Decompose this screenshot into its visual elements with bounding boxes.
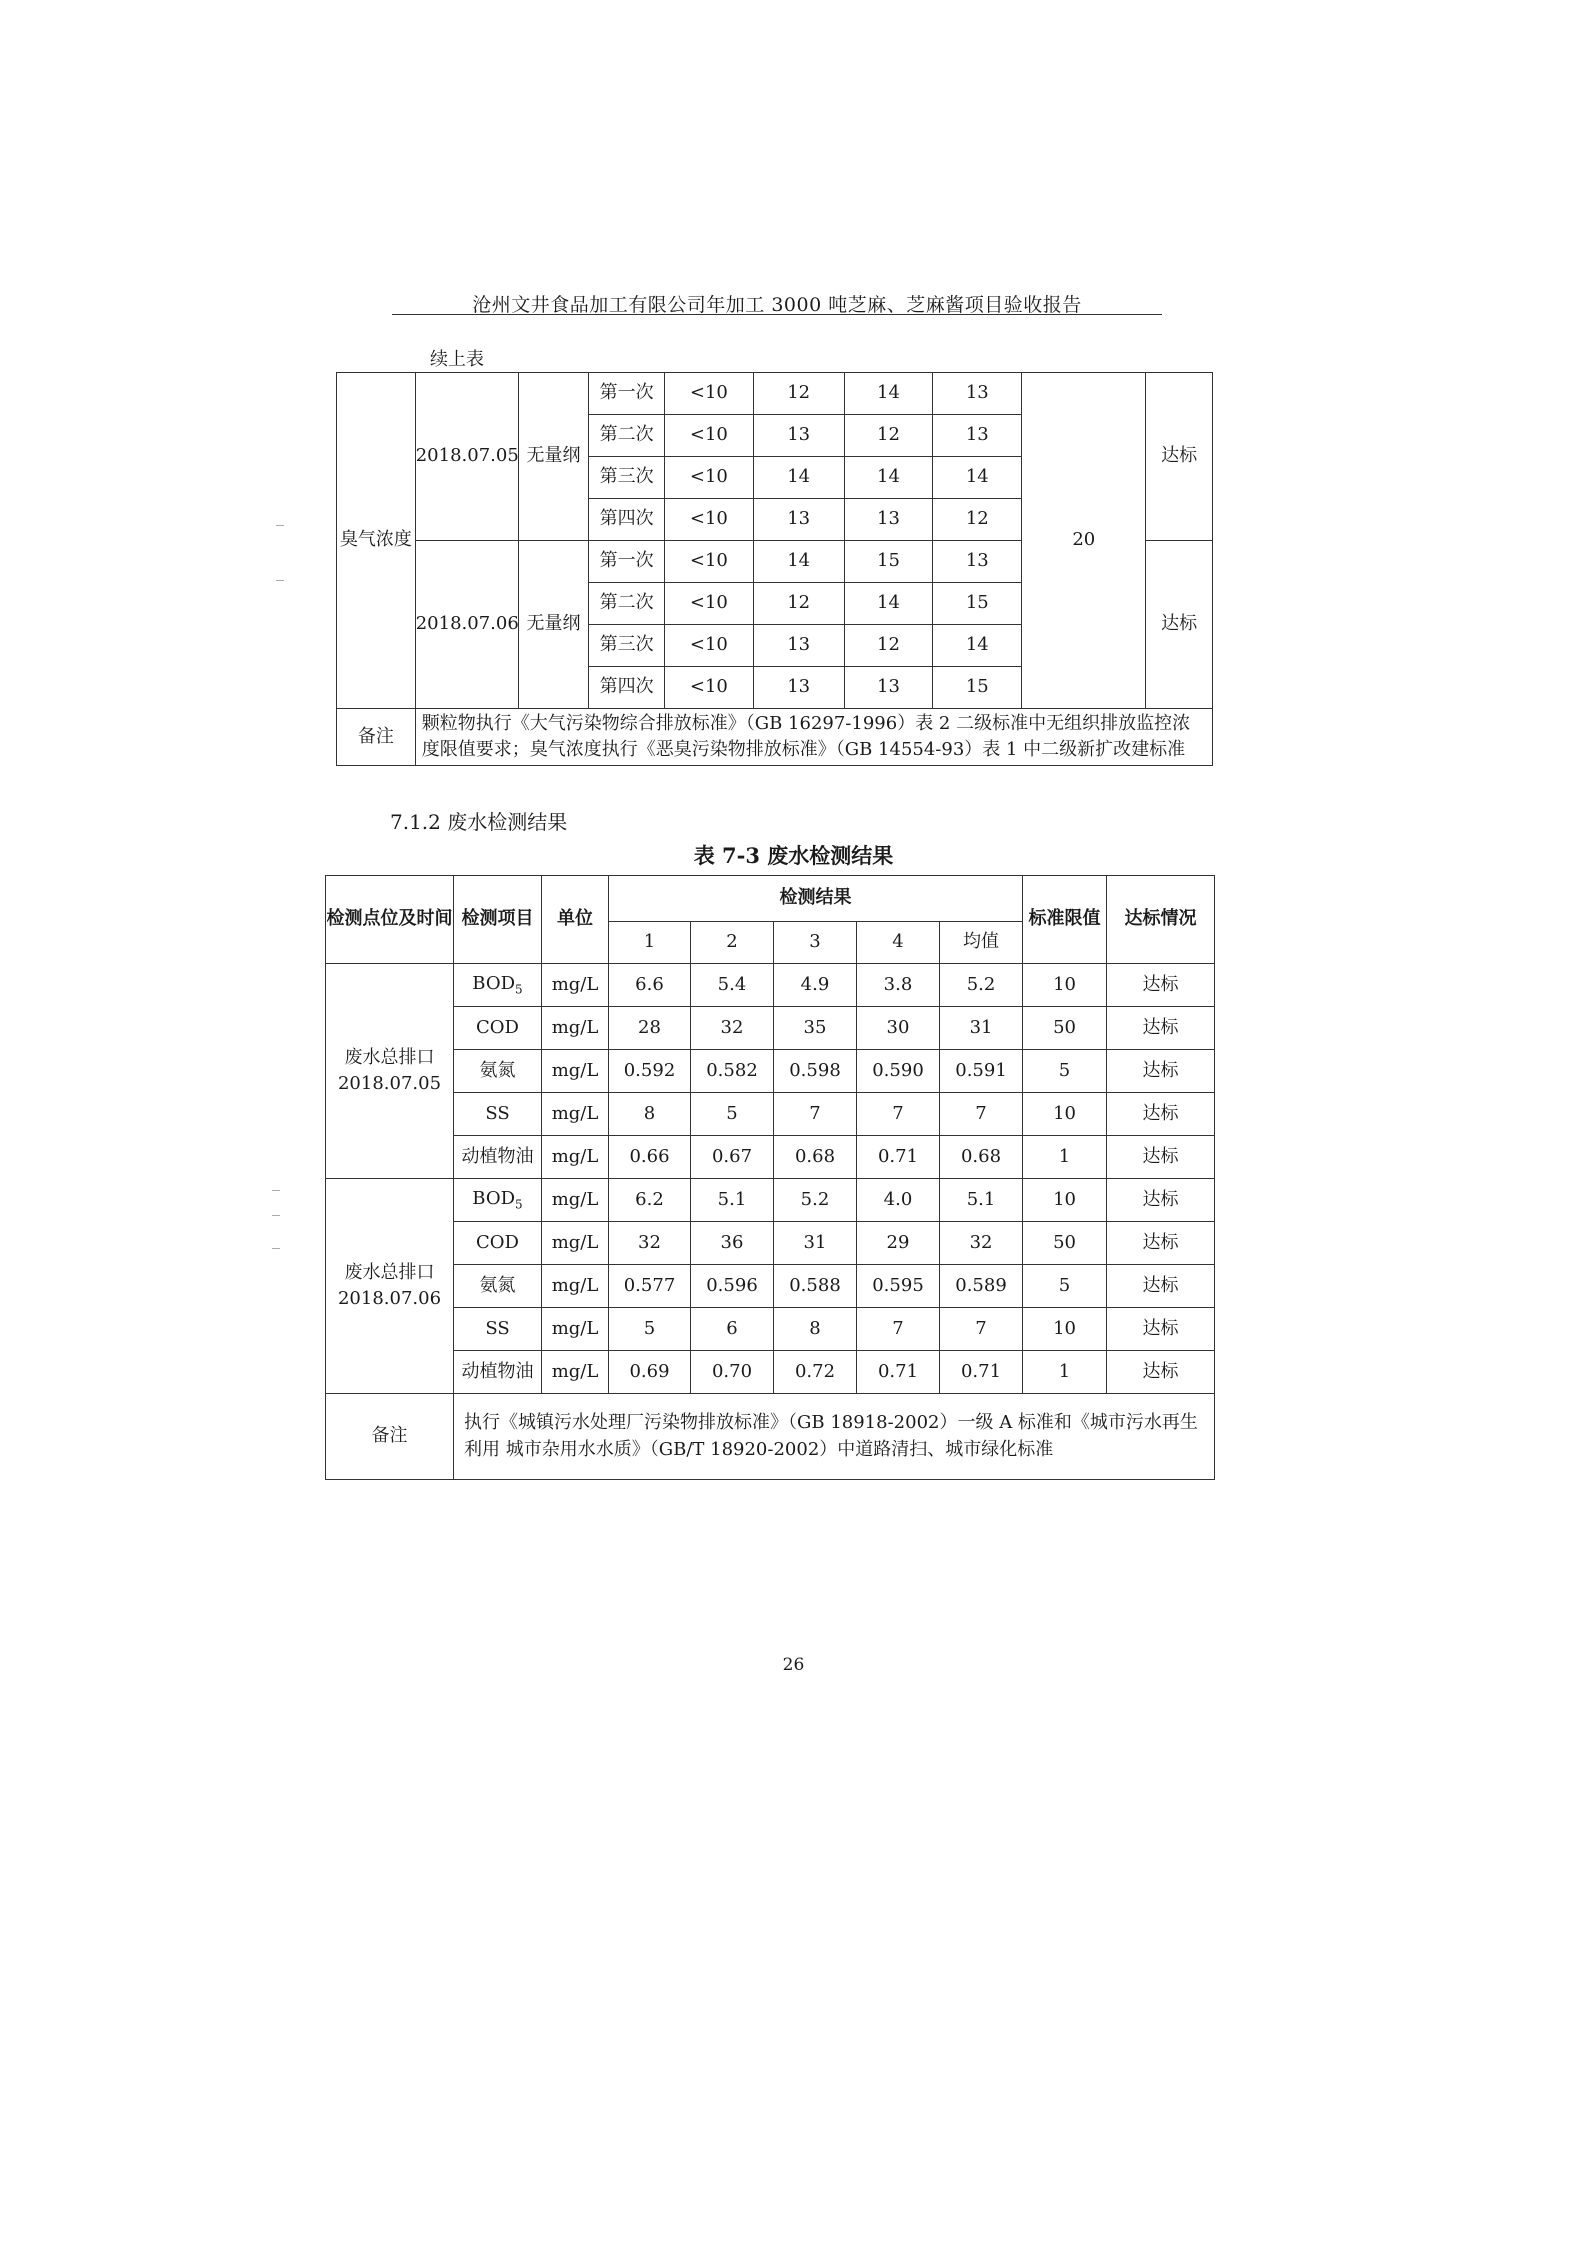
value-cell: 32 xyxy=(691,1007,774,1050)
item-cell xyxy=(454,1308,542,1351)
header-row xyxy=(326,876,1215,922)
status-cell: 达标 xyxy=(1107,1351,1215,1394)
scan-mark xyxy=(272,1215,280,1216)
value-cell: 14 xyxy=(844,457,933,499)
value-cell: 0.591 xyxy=(940,1050,1023,1093)
value-cell: <10 xyxy=(664,583,753,625)
header-results: 检测结果 xyxy=(609,876,1023,922)
sample-label-cell: 第三次 xyxy=(589,457,665,499)
item-name: 动植物油 xyxy=(461,1145,534,1167)
value-cell: 0.68 xyxy=(940,1136,1023,1179)
value-cell: 0.71 xyxy=(857,1136,940,1179)
value-cell: 6 xyxy=(691,1308,774,1351)
value-cell: 13 xyxy=(844,499,933,541)
note-label-cell: 备注 xyxy=(337,709,416,766)
unit-cell: mg/L xyxy=(542,1308,609,1351)
wastewater-results-table xyxy=(325,875,1215,1480)
header-col: 1 xyxy=(609,922,691,964)
value-cell: 5.1 xyxy=(691,1179,774,1222)
sample-label-cell: 第四次 xyxy=(589,499,665,541)
note-row xyxy=(326,1394,1215,1480)
point-cell xyxy=(326,964,454,1179)
note-text-cell: 执行《城镇污水处理厂污染物排放标准》（GB 18918-2002）一级 A 标准和《城市污水再生利用 城市杂用水水质》（GB/T 18920-2002）中道路清扫、城市绿化标准 xyxy=(454,1394,1215,1480)
table-row xyxy=(326,1093,1215,1136)
value-cell: 7 xyxy=(774,1093,857,1136)
point-date: 2018.07.05 xyxy=(337,1073,442,1094)
value-cell: 0.69 xyxy=(609,1351,691,1394)
limit-cell: 10 xyxy=(1023,964,1107,1007)
table-row xyxy=(326,1050,1215,1093)
status-cell: 达标 xyxy=(1107,1007,1215,1050)
status-cell: 达标 xyxy=(1107,1050,1215,1093)
value-cell: <10 xyxy=(664,625,753,667)
limit-cell: 1 xyxy=(1023,1136,1107,1179)
status-cell: 达标 xyxy=(1107,1093,1215,1136)
item-cell xyxy=(454,1136,542,1179)
item-name: SS xyxy=(485,1102,510,1124)
value-cell: 31 xyxy=(774,1222,857,1265)
value-cell: 28 xyxy=(609,1007,691,1050)
unit-cell: mg/L xyxy=(542,1179,609,1222)
value-cell: 7 xyxy=(940,1308,1023,1351)
value-cell: <10 xyxy=(664,541,753,583)
value-cell: 13 xyxy=(844,667,933,709)
table-row xyxy=(326,1222,1215,1265)
page-number: 26 xyxy=(782,1655,805,1675)
item-name: 动植物油 xyxy=(461,1360,534,1382)
value-cell: 0.72 xyxy=(774,1351,857,1394)
header-col: 4 xyxy=(857,922,940,964)
limit-cell: 10 xyxy=(1023,1179,1107,1222)
section-heading: 7.1.2 废水检测结果 xyxy=(390,810,568,834)
item-name: COD xyxy=(476,1231,519,1253)
value-cell: 4.9 xyxy=(774,964,857,1007)
table-row xyxy=(326,964,1215,1007)
item-subscript: 5 xyxy=(515,1197,523,1212)
value-cell: 5.1 xyxy=(940,1179,1023,1222)
value-cell: 5.4 xyxy=(691,964,774,1007)
standard-cell: 20 xyxy=(1022,373,1146,709)
result-cell: 达标 xyxy=(1146,541,1213,709)
value-cell: 0.589 xyxy=(940,1265,1023,1308)
scan-mark xyxy=(276,580,284,581)
value-cell: 36 xyxy=(691,1222,774,1265)
table-caption: 表 7-3 废水检测结果 xyxy=(693,843,894,868)
limit-cell: 10 xyxy=(1023,1093,1107,1136)
item-name: SS xyxy=(485,1317,510,1339)
odor-concentration-table xyxy=(336,372,1213,766)
sample-label-cell: 第三次 xyxy=(589,625,665,667)
value-cell: 12 xyxy=(753,373,844,415)
limit-cell: 5 xyxy=(1023,1050,1107,1093)
sample-label-cell: 第二次 xyxy=(589,415,665,457)
point-date: 2018.07.06 xyxy=(337,1288,442,1309)
value-cell: 0.590 xyxy=(857,1050,940,1093)
note-label-cell: 备注 xyxy=(326,1394,454,1480)
limit-cell: 5 xyxy=(1023,1265,1107,1308)
value-cell: 31 xyxy=(940,1007,1023,1050)
unit-cell: mg/L xyxy=(542,1222,609,1265)
item-cell xyxy=(454,1265,542,1308)
scan-mark xyxy=(272,1190,280,1191)
item-cell xyxy=(454,1007,542,1050)
value-cell: 0.598 xyxy=(774,1050,857,1093)
status-cell: 达标 xyxy=(1107,1265,1215,1308)
sample-label-cell: 第一次 xyxy=(589,373,665,415)
value-cell: 6.6 xyxy=(609,964,691,1007)
value-cell: 0.67 xyxy=(691,1136,774,1179)
sample-label-cell: 第一次 xyxy=(589,541,665,583)
table-row xyxy=(326,1265,1215,1308)
continued-label: 续上表 xyxy=(430,349,484,370)
table-row xyxy=(326,1308,1215,1351)
value-cell: 14 xyxy=(753,457,844,499)
unit-cell: mg/L xyxy=(542,1265,609,1308)
value-cell: 13 xyxy=(933,373,1022,415)
item-cell: 臭气浓度 xyxy=(337,373,416,709)
item-cell xyxy=(454,1050,542,1093)
status-cell: 达标 xyxy=(1107,1308,1215,1351)
table-row xyxy=(326,1179,1215,1222)
point-name: 废水总排口 xyxy=(344,1046,435,1068)
value-cell: 35 xyxy=(774,1007,857,1050)
value-cell: 13 xyxy=(753,499,844,541)
value-cell: 15 xyxy=(933,583,1022,625)
value-cell: 32 xyxy=(940,1222,1023,1265)
value-cell: 4.0 xyxy=(857,1179,940,1222)
value-cell: 5.2 xyxy=(940,964,1023,1007)
value-cell: 13 xyxy=(753,667,844,709)
unit-cell: 无量纲 xyxy=(518,373,589,541)
point-name: 废水总排口 xyxy=(344,1261,435,1283)
sample-label-cell: 第二次 xyxy=(589,583,665,625)
value-cell: 7 xyxy=(857,1308,940,1351)
item-cell xyxy=(454,964,542,1007)
header-col: 3 xyxy=(774,922,857,964)
value-cell: 6.2 xyxy=(609,1179,691,1222)
limit-cell: 1 xyxy=(1023,1351,1107,1394)
value-cell: 12 xyxy=(753,583,844,625)
value-cell: 0.71 xyxy=(857,1351,940,1394)
unit-cell: mg/L xyxy=(542,964,609,1007)
status-cell: 达标 xyxy=(1107,964,1215,1007)
value-cell: 13 xyxy=(933,415,1022,457)
header-status: 达标情况 xyxy=(1107,876,1215,964)
value-cell: 15 xyxy=(933,667,1022,709)
unit-cell: mg/L xyxy=(542,1050,609,1093)
note-text-cell: 颗粒物执行《大气污染物综合排放标准》（GB 16297-1996）表 2 二级标准中无组织排放监控浓度限值要求；臭气浓度执行《恶臭污染物排放标准》（GB 14554-93）表 1 中二级新扩改建标准 xyxy=(415,709,1212,766)
document-header: 沧州文井食品加工有限公司年加工 3000 吨芝麻、芝麻酱项目验收报告 xyxy=(472,294,1082,316)
value-cell: 14 xyxy=(753,541,844,583)
header-col: 均值 xyxy=(940,922,1023,964)
value-cell: <10 xyxy=(664,499,753,541)
value-cell: 8 xyxy=(774,1308,857,1351)
value-cell: 12 xyxy=(844,415,933,457)
value-cell: 5.2 xyxy=(774,1179,857,1222)
scan-mark xyxy=(276,525,284,526)
unit-cell: mg/L xyxy=(542,1007,609,1050)
value-cell: 14 xyxy=(844,373,933,415)
value-cell: 14 xyxy=(844,583,933,625)
item-cell xyxy=(454,1179,542,1222)
value-cell: 13 xyxy=(933,541,1022,583)
table-row xyxy=(337,373,1213,415)
item-cell xyxy=(454,1093,542,1136)
value-cell: 5 xyxy=(609,1308,691,1351)
value-cell: 5 xyxy=(691,1093,774,1136)
unit-cell: 无量纲 xyxy=(518,541,589,709)
scan-mark xyxy=(272,1248,280,1249)
table-row xyxy=(326,1351,1215,1394)
value-cell: 0.582 xyxy=(691,1050,774,1093)
item-cell xyxy=(454,1222,542,1265)
result-cell: 达标 xyxy=(1146,373,1213,541)
value-cell: <10 xyxy=(664,667,753,709)
item-name: 氨氮 xyxy=(479,1059,516,1081)
limit-cell: 50 xyxy=(1023,1222,1107,1265)
value-cell: 13 xyxy=(753,415,844,457)
status-cell: 达标 xyxy=(1107,1179,1215,1222)
item-cell xyxy=(454,1351,542,1394)
table-row xyxy=(326,1136,1215,1179)
item-name: 氨氮 xyxy=(479,1274,516,1296)
item-subscript: 5 xyxy=(515,982,523,997)
value-cell: <10 xyxy=(664,373,753,415)
date-cell: 2018.07.06 xyxy=(415,541,518,709)
value-cell: 3.8 xyxy=(857,964,940,1007)
value-cell: <10 xyxy=(664,457,753,499)
value-cell: 0.577 xyxy=(609,1265,691,1308)
header-point: 检测点位及时间 xyxy=(326,876,454,964)
date-cell: 2018.07.05 xyxy=(415,373,518,541)
unit-cell: mg/L xyxy=(542,1093,609,1136)
unit-cell: mg/L xyxy=(542,1136,609,1179)
sample-label-cell: 第四次 xyxy=(589,667,665,709)
header-rule xyxy=(392,314,1162,315)
value-cell: 29 xyxy=(857,1222,940,1265)
value-cell: 7 xyxy=(857,1093,940,1136)
value-cell: 0.70 xyxy=(691,1351,774,1394)
limit-cell: 50 xyxy=(1023,1007,1107,1050)
value-cell: 0.592 xyxy=(609,1050,691,1093)
value-cell: 14 xyxy=(933,457,1022,499)
value-cell: 8 xyxy=(609,1093,691,1136)
header-col: 2 xyxy=(691,922,774,964)
unit-cell: mg/L xyxy=(542,1351,609,1394)
value-cell: 0.588 xyxy=(774,1265,857,1308)
limit-cell: 10 xyxy=(1023,1308,1107,1351)
header-item: 检测项目 xyxy=(454,876,542,964)
value-cell: 0.68 xyxy=(774,1136,857,1179)
item-name: COD xyxy=(476,1016,519,1038)
value-cell: 12 xyxy=(933,499,1022,541)
table-row xyxy=(326,1007,1215,1050)
item-name: BOD xyxy=(472,973,516,994)
value-cell: 0.66 xyxy=(609,1136,691,1179)
value-cell: 30 xyxy=(857,1007,940,1050)
item-name: BOD xyxy=(472,1188,516,1209)
value-cell: 13 xyxy=(753,625,844,667)
note-row xyxy=(337,709,1213,766)
status-cell: 达标 xyxy=(1107,1222,1215,1265)
value-cell: <10 xyxy=(664,415,753,457)
value-cell: 32 xyxy=(609,1222,691,1265)
value-cell: 0.595 xyxy=(857,1265,940,1308)
header-limit: 标准限值 xyxy=(1023,876,1107,964)
value-cell: 12 xyxy=(844,625,933,667)
value-cell: 0.71 xyxy=(940,1351,1023,1394)
value-cell: 14 xyxy=(933,625,1022,667)
value-cell: 0.596 xyxy=(691,1265,774,1308)
status-cell: 达标 xyxy=(1107,1136,1215,1179)
value-cell: 15 xyxy=(844,541,933,583)
value-cell: 7 xyxy=(940,1093,1023,1136)
point-cell xyxy=(326,1179,454,1394)
header-unit: 单位 xyxy=(542,876,609,964)
